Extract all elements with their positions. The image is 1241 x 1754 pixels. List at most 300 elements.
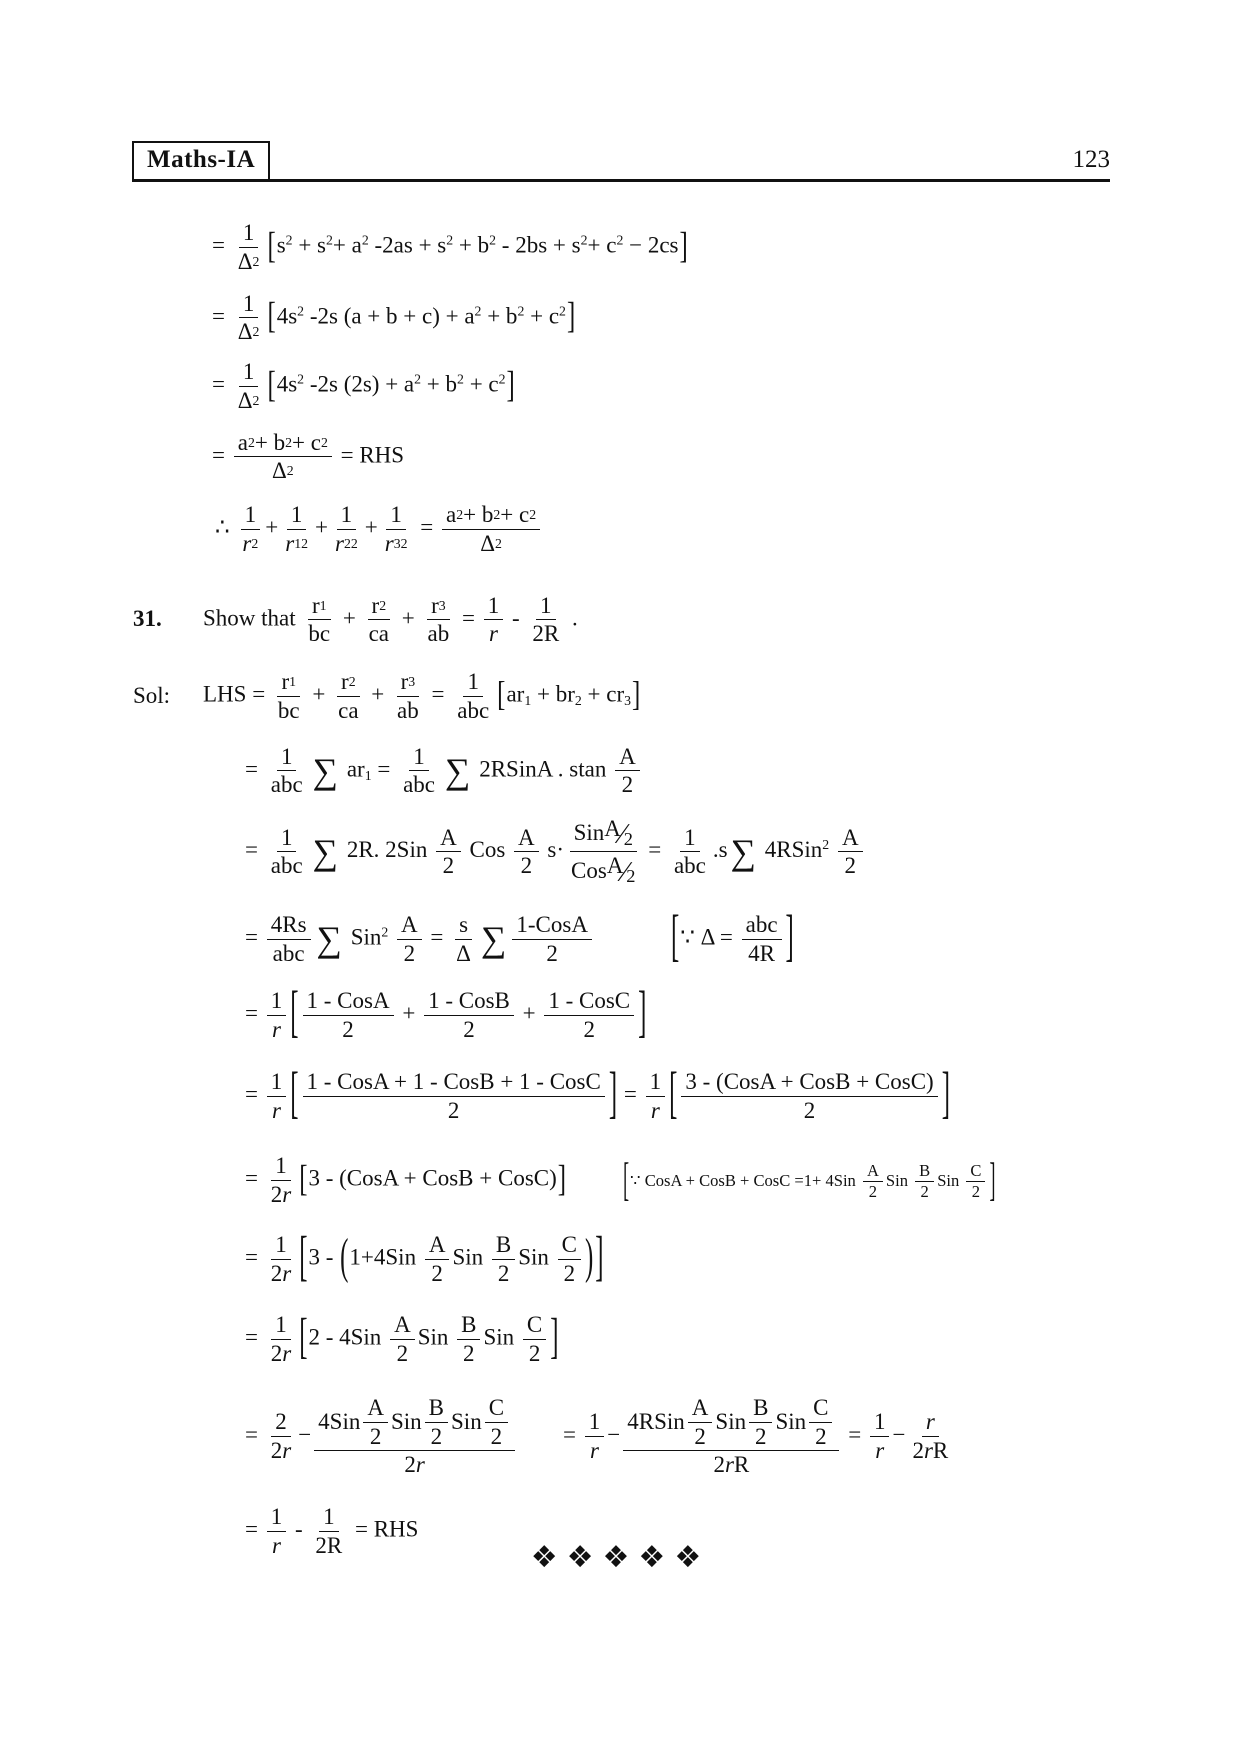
numerator — [277, 825, 297, 853]
math-text: 2 — [270, 1341, 283, 1366]
fraction — [908, 1409, 952, 1464]
denominator — [485, 620, 502, 647]
math-text: 2 — [920, 1182, 929, 1202]
math-text: 2 — [431, 1260, 443, 1286]
denominator — [393, 1340, 413, 1367]
denominator — [670, 852, 710, 879]
sol-line-1 — [133, 669, 1201, 724]
fraction — [267, 1153, 295, 1208]
math-text: = — [424, 924, 450, 950]
fraction — [314, 1395, 515, 1478]
numerator — [512, 912, 592, 940]
fraction — [567, 816, 639, 888]
superscript: 2 — [285, 232, 293, 248]
denominator — [234, 318, 264, 345]
math-variable: r — [282, 1437, 292, 1463]
math-text: 4s — [276, 303, 298, 329]
math-text: 2 — [713, 1452, 725, 1478]
denominator — [494, 1260, 514, 1287]
math-text: − 2cs — [623, 232, 679, 258]
fraction — [424, 593, 454, 648]
subscript: 2 — [343, 535, 351, 551]
numerator — [966, 1162, 985, 1183]
bracket: [ — [669, 1062, 678, 1125]
math-text: + br — [531, 681, 575, 707]
math-text: C — [561, 1231, 578, 1257]
fraction — [334, 669, 362, 724]
math-variable: r — [488, 621, 498, 647]
denominator — [268, 457, 298, 484]
denominator — [234, 387, 264, 414]
bracket: [ — [267, 225, 276, 267]
numerator — [267, 1504, 287, 1532]
math-text: Δ — [237, 387, 253, 413]
math-text: + — [516, 1000, 542, 1026]
sol-line-7 — [133, 1153, 1201, 1208]
math-text: = — [245, 1421, 264, 1447]
math-text: -2s (2s) + a — [304, 371, 415, 397]
math-text: -2as + s — [368, 232, 447, 258]
fraction — [809, 1395, 832, 1450]
math-text: ca — [368, 621, 390, 647]
fraction — [424, 988, 514, 1043]
math-text: abc — [673, 853, 706, 879]
fraction — [544, 988, 634, 1043]
subscript: 1 — [319, 597, 327, 613]
math-text: abc — [270, 853, 303, 879]
numerator — [386, 502, 406, 530]
denominator — [267, 1340, 295, 1367]
h-spacer — [567, 1185, 622, 1186]
denominator — [331, 530, 362, 557]
numerator — [558, 1232, 581, 1260]
math-text: r — [311, 592, 320, 618]
fraction — [267, 912, 311, 967]
math-text: ∴ — [215, 514, 236, 540]
math-text: 1 — [280, 824, 293, 850]
bracket: ] — [941, 1062, 950, 1125]
math-text: 1 — [270, 1068, 283, 1094]
fraction — [870, 1409, 890, 1464]
math-text: A — [619, 743, 636, 769]
numerator — [485, 1395, 508, 1423]
math-text: r — [431, 592, 439, 618]
numerator — [424, 988, 514, 1016]
fraction — [274, 669, 304, 724]
fraction — [615, 744, 640, 799]
denominator — [517, 852, 537, 879]
fraction — [390, 1312, 415, 1367]
denominator — [234, 248, 264, 275]
fraction — [523, 1312, 546, 1367]
superscript: 2 — [493, 507, 501, 523]
numerator — [523, 1312, 546, 1340]
superscript: 2 — [361, 232, 369, 248]
denominator — [811, 1423, 831, 1450]
math-text: 3 - — [308, 1244, 340, 1270]
math-text: = — [212, 371, 231, 397]
math-text: ∵ Δ = — [680, 924, 739, 950]
fraction — [681, 1069, 937, 1124]
denominator — [267, 771, 307, 798]
fraction — [457, 1312, 480, 1367]
numerator — [267, 912, 311, 940]
math-text: 2 — [563, 1260, 576, 1286]
math-text: = — [245, 1081, 264, 1107]
denominator — [439, 852, 459, 879]
numerator — [425, 1232, 450, 1260]
superscript: 2 — [285, 434, 292, 450]
math-text: 2 — [583, 1017, 595, 1042]
fraction — [238, 502, 262, 557]
math-text: 2 — [815, 1423, 827, 1449]
subscript: 1 — [289, 674, 297, 690]
math-text: + c — [500, 502, 530, 527]
numerator — [271, 1312, 291, 1340]
denominator — [268, 1016, 285, 1043]
math-variable: r — [272, 1097, 281, 1123]
numerator — [241, 502, 261, 530]
eq-line-5 — [133, 502, 1201, 557]
math-text: ar — [341, 756, 365, 782]
fraction — [623, 1395, 839, 1478]
math-text: 2 - 4Sin — [308, 1324, 388, 1350]
math-text: bc — [277, 697, 300, 723]
numerator — [623, 1395, 839, 1452]
bracket: [ — [290, 1062, 299, 1125]
bracket: [ — [299, 1158, 308, 1200]
math-text: = — [245, 837, 264, 863]
superscript: 2 — [414, 371, 422, 387]
math-text: B — [461, 1312, 477, 1338]
fraction — [915, 1162, 934, 1202]
denominator — [528, 620, 563, 647]
denominator — [459, 1016, 479, 1043]
math-text: r — [341, 669, 349, 694]
numerator — [585, 1409, 605, 1437]
math-text: + s — [292, 232, 326, 258]
math-text: 1 — [684, 824, 696, 850]
chapter-title-box — [132, 141, 270, 181]
bracket: [ — [497, 676, 506, 714]
denominator — [381, 530, 412, 557]
math-text: r — [371, 592, 380, 618]
denominator — [267, 1260, 295, 1287]
math-text: + b — [463, 502, 494, 527]
math-text: = — [245, 1000, 264, 1026]
bracket: ] — [632, 676, 641, 714]
numerator — [308, 593, 331, 621]
math-variable: r — [923, 1437, 933, 1463]
numerator — [267, 1069, 287, 1097]
superscript: 2 — [457, 371, 464, 387]
denominator — [365, 620, 393, 647]
fraction — [267, 1409, 295, 1464]
denominator — [334, 697, 362, 724]
math-text: 1 — [649, 1068, 662, 1094]
bracket: ] — [608, 1062, 618, 1125]
bracket: ] — [785, 905, 794, 968]
math-text: 2 — [971, 1182, 981, 1202]
math-text: 1 — [487, 592, 500, 618]
fraction — [492, 1232, 515, 1287]
numerator — [314, 1395, 515, 1452]
math-text: abc — [745, 911, 778, 937]
summation-sign: ∑ — [445, 750, 471, 791]
fraction — [331, 502, 362, 557]
math-text: - — [506, 605, 526, 631]
math-text: A — [367, 1394, 384, 1420]
numerator — [337, 669, 360, 697]
denominator — [338, 1016, 358, 1043]
bracket: [ — [299, 1310, 308, 1365]
math-text: 1 — [242, 220, 255, 245]
math-text: = — [563, 1421, 582, 1447]
superscript: 2 — [456, 507, 464, 523]
math-text: = — [618, 1081, 643, 1107]
bracket: ] — [557, 1158, 567, 1200]
superscript: 2 — [400, 535, 408, 551]
numerator — [680, 825, 700, 853]
numerator — [234, 430, 332, 458]
bracket: ] — [679, 225, 688, 267]
fraction — [514, 825, 539, 880]
numerator — [809, 1395, 832, 1423]
math-text: − — [607, 1421, 621, 1447]
numerator — [303, 1069, 605, 1097]
superscript: 2 — [498, 371, 506, 387]
math-text: A — [841, 824, 859, 850]
math-text: 2 — [396, 1341, 409, 1366]
math-text: + — [315, 514, 328, 540]
math-text: 1 - CosA + 1 - CosB + 1 - CosC — [306, 1068, 601, 1094]
denominator — [274, 697, 304, 724]
fraction — [585, 1409, 605, 1464]
fraction — [381, 502, 412, 557]
numerator — [390, 1312, 415, 1340]
fraction — [365, 593, 393, 648]
numerator — [287, 502, 307, 530]
numerator — [427, 593, 450, 621]
denominator — [366, 1423, 386, 1450]
bracket: ) — [585, 1230, 594, 1285]
math-text: 2 — [270, 1182, 283, 1207]
math-text — [829, 837, 835, 862]
numerator — [681, 1069, 937, 1097]
denominator — [268, 1097, 285, 1124]
math-text: 1 — [323, 1504, 335, 1529]
superscript: 2 — [252, 253, 260, 269]
math-text: 1 — [290, 502, 303, 527]
math-text: 2 — [844, 853, 856, 879]
eq-line-1 — [133, 220, 1201, 275]
denominator — [267, 1181, 295, 1208]
denominator — [393, 697, 423, 724]
numerator — [425, 1395, 448, 1423]
math-text: 2 — [868, 1182, 878, 1202]
math-text: = — [245, 756, 264, 782]
math-text: Cos — [463, 837, 512, 863]
fraction — [485, 1395, 508, 1450]
math-text: 2 — [270, 1437, 283, 1463]
math-text: = — [642, 837, 667, 863]
math-text — [388, 924, 394, 949]
math-text: 2 — [270, 1260, 283, 1286]
math-text: 2R — [315, 1532, 343, 1558]
math-text: 1 — [390, 502, 402, 527]
subscript: 3 — [393, 535, 401, 551]
math-text: A — [866, 1160, 879, 1180]
math-text: ca — [338, 697, 359, 723]
math-text: 2 — [447, 1097, 460, 1123]
math-variable: r — [590, 1437, 599, 1463]
math-text: 2 — [912, 1437, 924, 1463]
math-text: 1 - CosC — [548, 988, 631, 1014]
math-text: Sin — [775, 1409, 807, 1435]
math-text: 1 — [275, 1312, 287, 1338]
math-text: 1 — [540, 592, 552, 618]
math-text: = — [245, 1165, 264, 1191]
numerator — [271, 1409, 291, 1437]
math-text: = — [414, 514, 439, 540]
math-text: 4R — [748, 940, 775, 966]
math-text: = — [456, 605, 481, 631]
numerator — [239, 359, 259, 387]
math-text: + — [265, 514, 279, 540]
math-text: 2 — [546, 940, 558, 966]
superscript: 2 — [446, 232, 454, 248]
denominator — [453, 697, 493, 724]
math-variable: r — [384, 530, 394, 556]
math-text: 1 — [242, 359, 255, 384]
fraction — [688, 1395, 713, 1450]
denominator — [567, 852, 639, 887]
numerator — [615, 744, 640, 772]
math-variable: r — [724, 1452, 734, 1478]
denominator — [871, 1437, 888, 1464]
math-text: C — [813, 1394, 829, 1420]
math-text: + — [396, 1000, 422, 1026]
math-text: 1 — [270, 988, 283, 1014]
math-variable: r — [282, 1260, 292, 1286]
math-text: 1-CosA — [516, 911, 588, 937]
math-text: + c — [524, 303, 560, 329]
math-text: 2R — [532, 621, 560, 647]
denominator — [238, 530, 262, 557]
math-text: - — [289, 1516, 309, 1542]
math-text: = — [245, 1324, 264, 1350]
superscript: 2 — [350, 535, 358, 551]
denominator — [267, 1437, 295, 1464]
math-text: 1+4Sin — [349, 1244, 422, 1270]
math-variable: r — [925, 1409, 935, 1435]
fraction — [397, 912, 422, 967]
math-text: 2 — [342, 1017, 354, 1042]
superscript: 2 — [529, 507, 537, 523]
math-text: = — [245, 1244, 264, 1270]
bracket: ] — [506, 364, 515, 406]
math-text: A — [440, 824, 457, 850]
math-text: r — [281, 669, 290, 694]
denominator — [281, 530, 312, 557]
fraction — [425, 1232, 450, 1287]
bracket: ] — [566, 296, 576, 337]
summation-sign: ∑ — [312, 750, 339, 791]
numerator — [271, 1153, 291, 1181]
denominator — [400, 1451, 428, 1478]
math-text: 4RSin — [759, 837, 823, 863]
fraction — [484, 593, 504, 648]
bracket: [ — [267, 296, 276, 337]
denominator — [399, 771, 439, 798]
math-text: 2 — [497, 1260, 510, 1286]
math-text: 4s — [276, 371, 298, 397]
math-text: Cos — [571, 857, 607, 883]
numerator — [397, 669, 420, 697]
bracket: ( — [340, 1230, 349, 1285]
math-variable: r — [272, 1532, 281, 1558]
denominator — [267, 852, 307, 879]
math-text: = — [425, 681, 451, 707]
math-variable: r — [415, 1452, 425, 1478]
math-text: ab — [397, 697, 419, 723]
math-text: B — [495, 1231, 512, 1257]
math-text: B — [919, 1160, 931, 1180]
eq-line-2 — [133, 291, 1201, 346]
math-text: Sin — [390, 1409, 422, 1435]
fraction — [267, 988, 287, 1043]
math-text: + c — [463, 371, 499, 397]
math-text: -2s (a + b + c) + a — [304, 303, 475, 329]
numerator — [409, 744, 429, 772]
math-text: - 2bs + s — [496, 232, 581, 258]
numerator — [436, 825, 461, 853]
math-text: ar — [506, 681, 525, 707]
summation-sign: ∑ — [480, 918, 507, 959]
math-text: + b — [453, 232, 490, 258]
math-text: 4Sin — [318, 1409, 361, 1435]
math-text: 2 — [430, 1423, 443, 1449]
math-text: Sin — [483, 1324, 520, 1350]
sol-line-4 — [133, 905, 1201, 968]
math-text: A — [401, 911, 418, 937]
denominator — [525, 1340, 545, 1367]
denominator — [560, 1260, 580, 1287]
math-text: ∵ CosA + CosB + CosC =1+ 4Sin — [630, 1170, 860, 1190]
bracket: [ — [670, 905, 680, 968]
math-text: Sin — [451, 1409, 482, 1435]
math-text: 2 — [694, 1423, 706, 1449]
numerator — [536, 593, 556, 621]
math-text: Sin — [344, 924, 382, 950]
numerator — [870, 1409, 890, 1437]
superscript: 2 — [247, 434, 255, 450]
math-text: 1 — [270, 1504, 283, 1529]
subscript: 2 — [348, 674, 356, 690]
bracket: [ — [290, 982, 299, 1045]
fraction — [267, 1069, 287, 1124]
math-text: C — [488, 1394, 505, 1420]
denominator — [618, 771, 638, 798]
superscript: 2 — [301, 535, 308, 551]
denominator — [400, 940, 420, 967]
math-text: = RHS — [334, 442, 405, 468]
denominator — [690, 1423, 710, 1450]
math-text: + — [396, 605, 421, 631]
numerator — [239, 291, 259, 319]
denominator — [269, 940, 309, 967]
math-variable: r — [650, 1097, 660, 1123]
